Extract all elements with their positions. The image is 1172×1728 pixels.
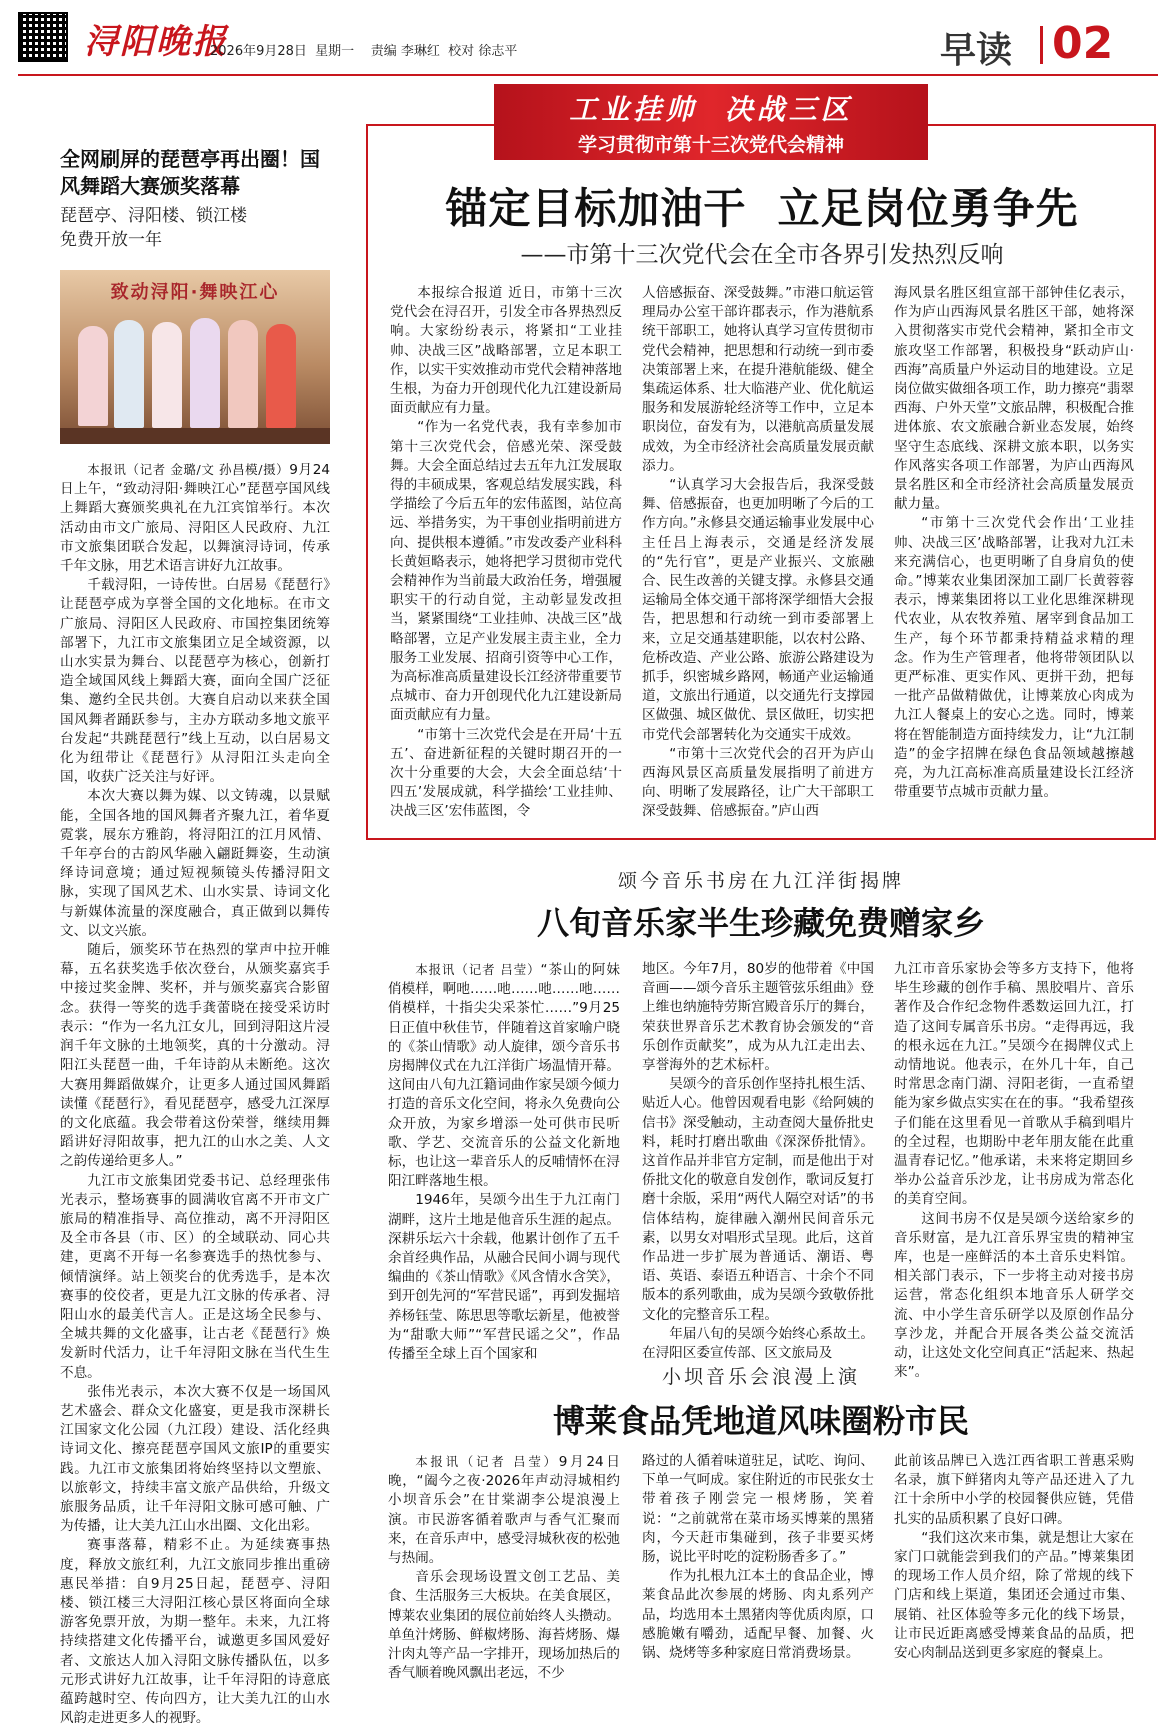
masthead-logo: 浔阳晚报 <box>84 22 228 62</box>
mid-col-3 <box>894 960 1134 1382</box>
mid-paragraph: 吴颂今的音乐创作坚持扎根生活、贴近人心。他曾因观看电影《给阿姨的信书》深受触动，主动查阅大量侨批史料，耗时打磨出歌曲《深深侨批情》。这首作品并非官方定制，而是他出于对侨批文化的敬意自发创作，歌词反复打磨十余版，采用“两代人隔空对话”的书信体结构，旋律融入潮州民间音乐元素，以男女对唱形式呈现。此后，这首作品进一步扩展为普通话、潮语、粤语、英语、泰语五种语言、十余个不同版本的系列歌曲，成为吴颂今致敬侨批文化的完整音乐工程。 <box>642 1076 874 1323</box>
mid-paragraph: 年届八旬的吴颂今始终心系故土。在浔阳区委宣传部、区文旅局及 <box>642 1325 874 1362</box>
proof-label: 校对 <box>448 44 475 59</box>
mid-paragraph: 地区。今年7月，80岁的他带着《中国音画——颂今音乐主题管弦乐组曲》登上维也纳施特劳斯宫殿音乐厅的舞台，荣获世界音乐艺术教育协会颁发的“音乐创作贡献奖”，成为从九江走出去、享誉海外的艺术标杆。 <box>642 961 874 1074</box>
left-paragraph: 9月24日上午，“致动浔阳·舞映江心”琵琶亭国风线上舞蹈大赛颁奖典礼在九江宾馆举行。本次活动由市文广旅局、浔阳区人民政府、九江市文旅集团联合发起，以舞演浔诗词，传承千年文脉，用艺术语言讲好九江故事。 <box>60 462 330 575</box>
mid-paragraph: 九江市音乐家协会等多方支持下，他将毕生珍藏的创作手稿、黑胶唱片、音乐著作及合作纪念物件悉数运回九江，打造了这间专属音乐书房。“走得再远，我的根永远在九江。”吴颂今在揭牌仪式上动情地说。他表示，在外几十年，自己时常思念南门湖、浔阳老街，一直希望能为家乡做点实实在在的事。“我希望孩子们能在这里看见一首歌从手稿到唱片的全过程，也期盼中老年朋友能在此重温青春记忆。”他承诺，未来将定期回乡举办公益音乐沙龙，让书房成为常态化的美育空间。 <box>894 961 1134 1208</box>
bottom-headline: 博莱食品凭地道风味圈粉市民 <box>552 1402 969 1440</box>
feature-headline: 锚定目标加油干 立足岗位勇争先 <box>445 184 1079 233</box>
bottom-paragraph: 此前该品牌已入选江西省职工普惠采购名录，旗下鲜猪肉丸等产品还进入了九江十余所中小学的校园餐供应链，凭借扎实的品质积累了良好口碑。 <box>894 1453 1134 1527</box>
section-name: 早读 <box>940 29 1013 71</box>
feature-col-2 <box>642 284 874 822</box>
feature-paragraph: “市第十三次党代会的召开为庐山西海风景区高质量发展指明了前进方向、明晰了发展路径，让广大干部职工深受鼓舞、倍感振奋。”庐山西 <box>642 745 874 820</box>
bottom-paragraph: “我们这次来市集，就是想让大家在家门口就能尝到我们的产品。”博莱集团的现场工作人员介绍，除了常规的线下门店和线上渠道，集团还会通过市集、展销、社区体验等多元化的线下场景，让市民近距离感受博莱食品的品质，把安心肉制品送到更多家庭的餐桌上。 <box>894 1529 1134 1662</box>
proof-name: 徐志平 <box>478 44 518 59</box>
bottom-byline: 本报讯（记者 吕莹） <box>415 1454 559 1469</box>
editor-name: 李琳红 <box>400 44 440 59</box>
bottom-col-2 <box>642 1452 874 1663</box>
left-article-body <box>60 460 330 1728</box>
left-paragraph: 本次大赛以舞为媒、以文铸魂，以景赋能，全国各地的国风舞者齐聚九江，着华夏霓裳，展东方雅韵，将浔阳江的江月风情、千年亭台的古韵风华融入翩跹舞姿，生动演绎诗词意境；通过短视频镜头传播浔阳文脉，实现了国风艺术、山水实景、诗词文化与新媒体流量的深度融合，真正做到以舞传文、以文兴旅。 <box>60 788 330 939</box>
mid-paragraph: 这间书房不仅是吴颂今送给家乡的音乐财富，是九江音乐界宝贵的精神宝库，也是一座鲜活的本土音乐史料馆。相关部门表示，下一步将主动对接书房运营，常态化组织本地音乐人研学交流、中小学生音乐研学以及原创作品分享沙龙，并配合开展各类公益交流活动，让这处文化空间真正“活起来、热起来”。 <box>894 1210 1134 1381</box>
bottom-paragraph: 音乐会现场设置文创工艺品、美食、生活服务三大板块。在美食展区，博莱农业集团的展位前始终人头攒动。单鱼汁烤肠、鲜椒烤肠、海苔烤肠、爆汁肉丸等产品一字排开，现场加热后的香气顺着晚风飘出老远，不少 <box>388 1569 620 1682</box>
award-photo <box>60 270 330 444</box>
mid-headline: 八旬音乐家半生珍藏免费赠家乡 <box>536 904 985 942</box>
mid-kicker: 颂今音乐书房在九江洋街揭牌 <box>617 870 904 892</box>
feature-paragraph: 人倍感振奋、深受鼓舞。”市港口航运管理局办公室干部许郡表示，作为港航系统干部职工，她将认真学习宣传贯彻市党代会精神，把思想和行动统一到市委决策部署上来，在提升港航能级、健全集疏运体系、壮大临港产业、优化航运服务和发展游轮经济等工作中，立足本职岗位，奋发有为，以港航高质量发展成效，为全市经济社会高质量发展贡献添力。 <box>642 285 874 474</box>
feature-banner <box>494 84 928 160</box>
bottom-paragraph: 9月24日晚，“阖今之夜·2026年声动浔城相约小坝音乐会”在甘棠湖李公堤浪漫上演。市民游客循着歌声与香气汇聚而来，在音乐声中，感受浔城秋夜的松弛与热闹。 <box>388 1454 620 1567</box>
mid-col-2 <box>642 960 874 1363</box>
mid-col-1 <box>388 960 620 1364</box>
left-paragraph: 九江市文旅集团党委书记、总经理张伟光表示，整场赛事的圆满收官离不开市文广旅局的精准指导、高位推动，离不开浔阳区及全市各县（市、区）的全域联动、同心共建，更离不开每一名参赛选手的热忱参与、倾情演绎。站上领奖台的优秀选手，是本次赛事的佼佼者，更是九江文脉的传承者、浔阳山水的最美代言人。正是这场全民参与、全城共舞的文化盛事，让古老《琵琶行》焕发新时代活力，让千年浔阳文脉在当代生生不息。 <box>60 1172 330 1381</box>
bottom-col-3 <box>894 1452 1134 1663</box>
page-number: 02 <box>1052 18 1114 69</box>
header-rule <box>18 74 1158 76</box>
issue-date: 2026年9月28日 <box>210 44 307 59</box>
section-divider <box>1040 26 1043 64</box>
bottom-kicker: 小坝音乐会浪漫上演 <box>661 1366 860 1388</box>
left-paragraph: 千载浔阳，一诗传世。白居易《琵琶行》让琵琶亭成为享誉全国的文化地标。在市文广旅局、浔阳区人民政府、市国控集团统筹部署下，九江市文旅集团立足全域资源，以山水实景为舞台、以琵琶亭为核心，创新打造全域国风线上舞蹈大赛，面向全国广泛征集、邀约全民共创。大赛自启动以来获全国国风舞者踊跃参与，主办方联动多地文旅平台发起“共跳琵琶行”线上互动，以白居易文化为纽带让《琵琶行》从浔阳江头走向全国，收获广泛关注与好评。 <box>60 577 330 786</box>
mid-byline: 本报讯（记者 吕莹） <box>415 962 541 977</box>
photo-banner-text: 致动浔阳·舞映江心 <box>110 282 280 303</box>
left-subhead-2: 免费开放一年 <box>60 230 162 250</box>
feature-col-3 <box>894 284 1134 802</box>
issue-weekday: 星期一 <box>315 44 355 59</box>
left-paragraph: 张伟光表示，本次大赛不仅是一场国风艺术盛会、群众文化盛宴，更是我市深耕长江国家文化公园（九江段）建设、活化经典诗词文化、擦亮琵琶亭国风文旅IP的重要实践。九江市文旅集团将始终坚持以文塑旅、以旅彰文，持续丰富文旅产品供给，升级文旅服务品质，让千年浔阳文脉可感可触、广为传播，让大美九江山水出圈、文化出彩。 <box>60 1383 330 1535</box>
bottom-paragraph: 作为扎根九江本土的食品企业，博莱食品此次参展的烤肠、肉丸系列产品，均选用本土黑猪肉等优质肉原，口感脆嫩有嚼劲，适配早餐、加餐、火锅、烧烤等多种家庭日常消费场景。 <box>642 1568 874 1662</box>
feature-paragraph: “市第十三次党代会作出‘工业挂帅、决战三区’战略部署，让我对九江未来充满信心，也更明晰了自身肩负的使命。”博莱农业集团深加工副厂长黄蓉蓉表示，博莱集团将以工业化思维深耕现代农业，从农牧养殖、屠宰到食品加工生产，每个环节都秉持精益求精的理念。作为生产管理者，他将带领团队以更严标准、更实作风、更拼干劲，把每一批产品做精做优，让博莱放心肉成为九江人餐桌上的安心之选。同时，博莱将在智能制造方面持续发力，让“九江制造”的金字招牌在绿色食品领域越擦越亮，为九江高标准高质量建设长江经济带重要节点城市贡献力量。 <box>894 515 1134 801</box>
banner-title: 工业挂帅 决战三区 <box>569 93 853 126</box>
bottom-paragraph: 路过的人循着味道驻足，试吃、询问、下单一气呵成。家住附近的市民张女士带着孩子刚尝完一根烤肠，笑着说：“之前就常在菜市场买博莱的黑猪肉，今天赶市集碰到，孩子非要买烤肠，说比平时吃的淀粉肠香多了。” <box>642 1453 874 1566</box>
editor-label: 责编 <box>370 44 397 59</box>
left-paragraph: 随后，颁奖环节在热烈的掌声中拉开帷幕，五名获奖选手依次登台，从颁奖嘉宾手中接过奖金牌、奖杯，并与颁奖嘉宾合影留念。获得一等奖的选手龚蕾晓在接受采访时表示：“作为一名九江女儿，回到浔阳这片浸润千年文脉的土地领奖，真的十分激动。浔阳江头琵琶一曲，千年诗韵从未断绝。这次大赛用舞蹈做媒介，让更多人通过国风舞蹈读懂《琵琶行》，看见琵琶亭，感受九江深厚的文化底蕴。我会带着这份荣誉，继续用舞蹈讲好浔阳故事，把九江的山水之美、人文之韵传递给更多人。” <box>60 942 330 1170</box>
left-subhead-1: 琵琶亭、浔阳楼、锁江楼 <box>60 206 247 226</box>
feature-col-1 <box>390 284 622 822</box>
feature-paragraph: 本报综合报道 近日，市第十三次党代会在浔召开，引发全市各界热烈反响。大家纷纷表示，将紧扣“工业挂帅、决战三区”战略部署，立足本职工作，以实干实效推动市党代会精神落地生根，为奋力开创现代化九江建设新局面贡献应有力量。 <box>390 285 622 417</box>
left-paragraph: 赛事落幕，精彩不止。为延续赛事热度，释放文旅红利，九江文旅同步推出重磅惠民举措：自9月25日起，琵琶亭、浔阳楼、锁江楼三大浔阳江核心景区将面向全球游客免票开放，为期一整年。未来，九江将持续搭建文化传播平台，诚邀更多国风爱好者、文旅达人加入浔阳文脉传播队伍，以多元形式讲好九江故事，让千年浔阳的诗意底蕴跨越时空、传向四方，让大美九江的山水风韵走进更多人的视野。 <box>60 1537 330 1727</box>
feature-subhead: ——市第十三次党代会在全市各界引发热烈反响 <box>520 242 1004 268</box>
feature-paragraph: “作为一名党代表，我有幸参加市第十三次党代会，倍感光荣、深受鼓舞。大会全面总结过去五年九江发展取得的丰硕成果，客观总结发展实践，科学描绘了今后五年的宏伟蓝图，站位高远、举措务实，为干事创业指明前进方向、提供根本遵循。”市发改委产业科科长黄姮略表示，她将把学习贯彻市党代会精神作为当前最大政治任务，增强履职实干的行动自觉，主动彰显发改担当，紧紧围绕“工业挂帅、决战三区”战略部署，立足产业发展主责主业，全力服务工业发展、招商引资等中心工作，为高标准高质量建设长江经济带重要节点城市、奋力开创现代化九江建设新局面贡献应有力量。 <box>390 419 622 724</box>
banner-subtitle: 学习贯彻市第十三次党代会精神 <box>577 134 844 156</box>
left-byline: 本报讯（记者 金璐/文 孙昌模/摄） <box>87 462 290 477</box>
feature-paragraph: “市第十三次党代会是在开局‘十五五’、奋进新征程的关键时期召开的一次十分重要的大会，大会全面总结‘十四五’发展成就，科学描绘‘工业挂帅、决战三区’宏伟蓝图，令 <box>390 726 622 820</box>
bottom-col-1 <box>388 1452 620 1683</box>
mid-paragraph: “茶山的阿妹俏模样，啊吔……吔……吔……吔……俏模样，十指尖尖采茶忙……”9月25日正值中秋佳节，伴随着这首家喻户晓的《茶山情歌》动人旋律，颂今音乐书房揭牌仪式在九江洋街广场温情开幕。这间由八旬九江籍词曲作家吴颂今倾力打造的音乐文化空间，将永久免费向公众开放，为家乡增添一处可供市民听歌、学艺、交流音乐的公益文化新地标，也让这一辈音乐人的反哺情怀在浔阳江畔落地生根。 <box>388 962 620 1190</box>
header-meta <box>210 40 517 59</box>
left-headline: 全网刷屏的琵琶亭再出圈！国风舞蹈大赛颁奖落幕 <box>60 147 320 198</box>
mid-paragraph: 1946年，吴颂今出生于九江南门湖畔，这片土地是他音乐生涯的起点。深耕乐坛六十余载，他累计创作了五千余首经典作品，从融合民间小调与现代编曲的《茶山情歌》《风含情水含笑》，到开创先河的“军营民谣”，再到发掘培养杨钰莹、陈思思等歌坛新星，他被誉为“甜歌大师”“军营民谣之父”，作品传播至全球上百个国家和 <box>388 1192 620 1363</box>
feature-paragraph: “认真学习大会报告后，我深受鼓舞、倍感振奋，也更加明晰了今后的工作方向。”永修县交通运输事业发展中心主任吕上海表示，交通是经济发展的“先行官”，更是产业振兴、文旅融合、民生改善的关键支撑。永修县交通运输局全体交通干部将深学细悟大会报告，把思想和行动统一到市委部署上来，立足交通基建职能，以农村公路、危桥改造、产业公路、旅游公路建设为抓手，织密城乡路网，畅通产业运输通道，文旅出行通道，以交通先行支撑园区做强、城区做优、景区做旺，切实把市党代会部署转化为交通实干成效。 <box>642 477 874 743</box>
qr-code <box>18 12 68 62</box>
feature-paragraph: 海风景名胜区组宣部干部钟佳亿表示，作为庐山西海风景名胜区干部，她将深入贯彻落实市党代会精神，紧扣全市文旅攻坚工作部署，积极投身“跃动庐山·西海”高质量户外运动目的地建设。立足岗位做实做细各项工作，助力擦亮“翡翠西海、户外天堂”文旅品牌，积极配合推进体旅、农文旅融合新业态发展，始终坚守生态底线、深耕文旅本职，以务实作风落实各项工作部署，为庐山西海风景名胜区和全市经济社会高质量发展贡献力量。 <box>894 285 1134 513</box>
